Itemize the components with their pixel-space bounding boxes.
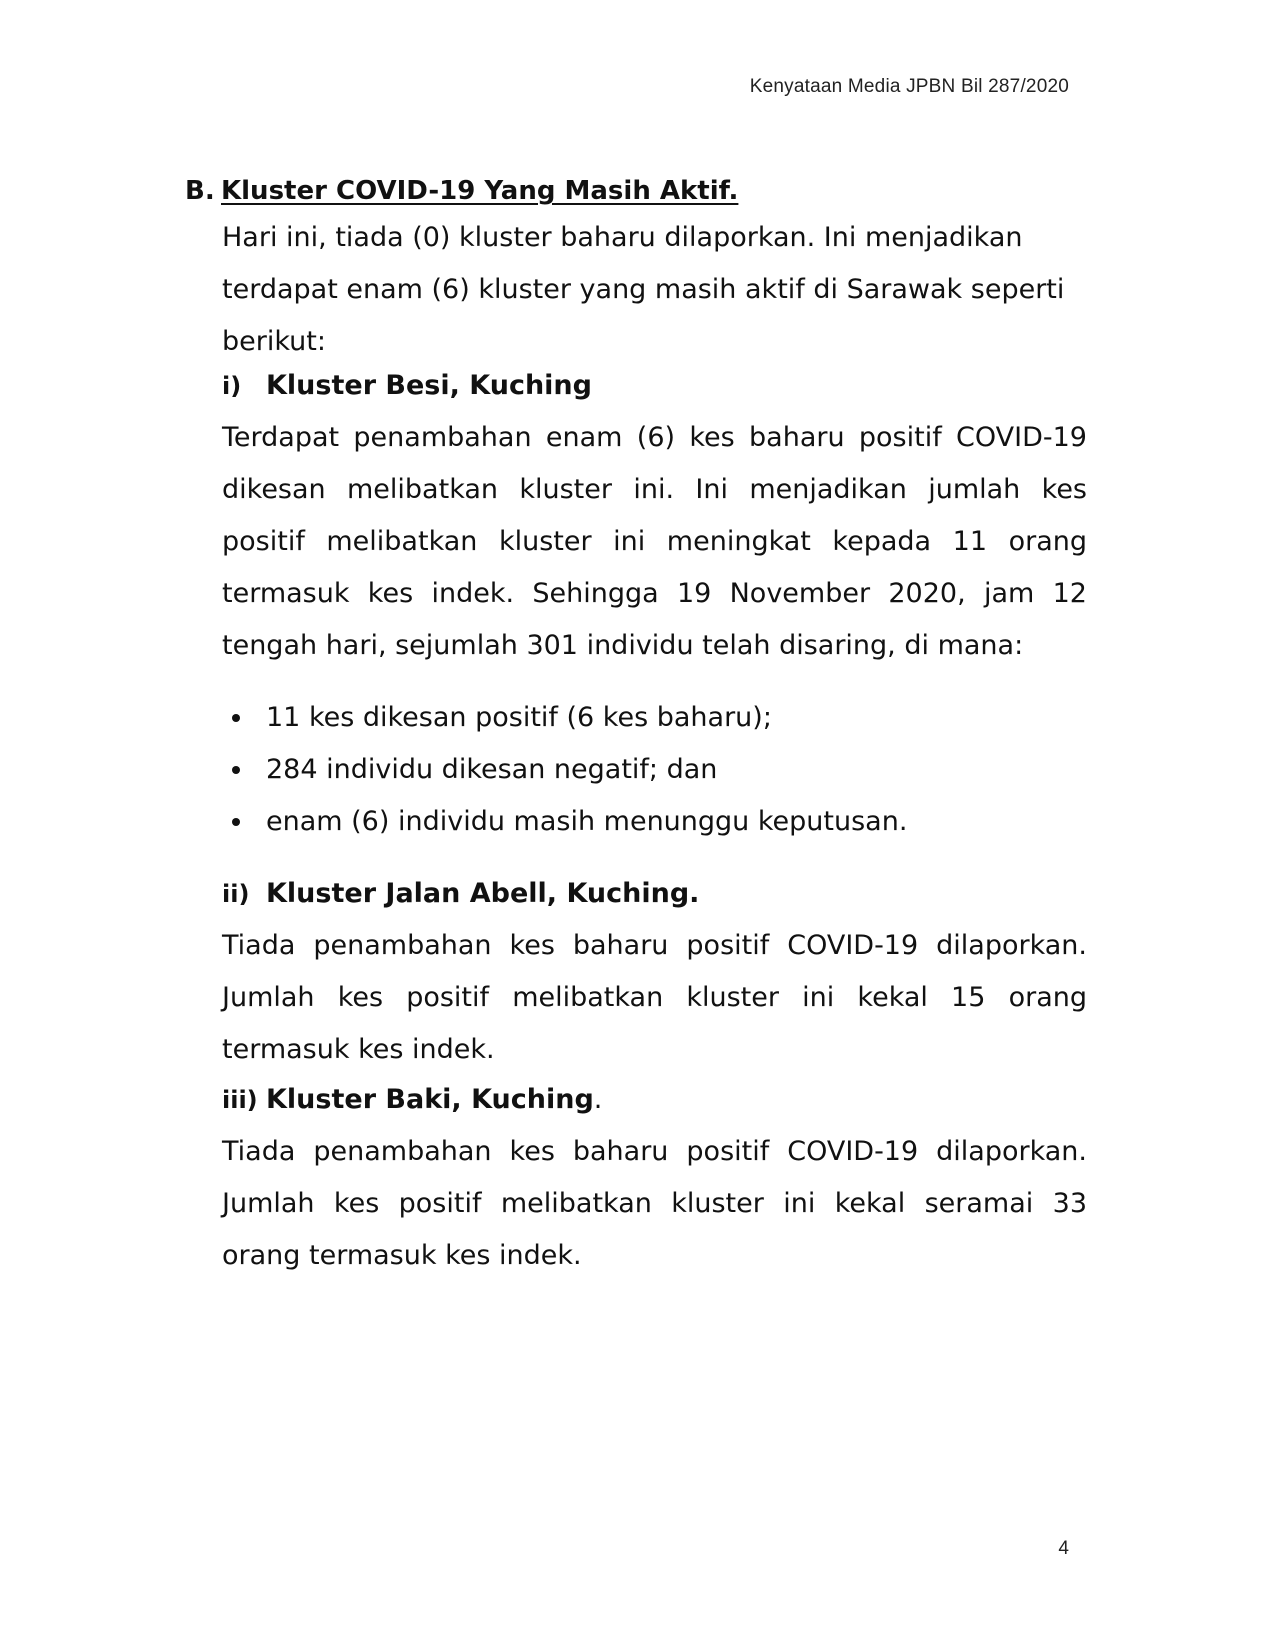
screening-results-list — [222, 692, 907, 848]
cluster-title: Kluster Besi, Kuching — [266, 370, 592, 401]
bullet-icon — [232, 766, 240, 774]
list-item — [222, 692, 907, 744]
bullet-icon — [232, 818, 240, 826]
list-item-text: 11 kes dikesan positif (6 kes baharu); — [266, 702, 772, 733]
cluster-number: i) — [222, 372, 242, 400]
cluster-body-3: Tiada penambahan kes baharu positif COVID-19 dilaporkan. Jumlah kes positif melibatkan kluster ini kekal seramai 33 orang termasuk kes indek. — [222, 1136, 1087, 1271]
section-intro: Hari ini, tiada (0) kluster baharu dilaporkan. Ini menjadikan terdapat enam (6) kluster yang masih aktif di Sarawak seperti berikut: — [222, 222, 1065, 357]
list-item-text: 284 individu dikesan negatif; dan — [266, 754, 718, 785]
list-item — [222, 744, 907, 796]
cluster-number: ii) — [222, 880, 250, 908]
section-title: Kluster COVID-19 Yang Masih Aktif. — [221, 176, 739, 206]
cluster-body-1: Terdapat penambahan enam (6) kes baharu positif COVID-19 dikesan melibatkan kluster ini. Ini menjadikan jumlah kes positif melibatkan kluster ini meningkat kepada 11 orang termasuk kes indek. Sehingga 19 November 2020, jam 12 tengah hari, sejumlah 301 individu telah disaring, di mana: — [222, 422, 1087, 661]
page-header: Kenyataan Media JPBN Bil 287/2020 — [749, 76, 1069, 97]
cluster-title: Kluster Jalan Abell, Kuching. — [266, 878, 700, 909]
bullet-icon — [232, 714, 240, 722]
section-heading — [185, 176, 738, 206]
cluster-number: iii) — [222, 1086, 258, 1114]
list-item — [222, 796, 907, 848]
cluster-title: Kluster Baki, Kuching — [266, 1084, 594, 1115]
cluster-heading-2 — [222, 878, 699, 909]
cluster-body-2: Tiada penambahan kes baharu positif COVID-19 dilaporkan. Jumlah kes positif melibatkan kluster ini kekal 15 orang termasuk kes indek. — [222, 930, 1087, 1065]
cluster-heading-3 — [222, 1084, 602, 1115]
list-item-text: enam (6) individu masih menunggu keputusan. — [266, 806, 908, 837]
page-number: 4 — [1058, 1538, 1069, 1559]
section-letter: B. — [185, 176, 215, 206]
cluster-heading-1 — [222, 370, 592, 401]
cluster-title-suffix: . — [593, 1084, 603, 1115]
